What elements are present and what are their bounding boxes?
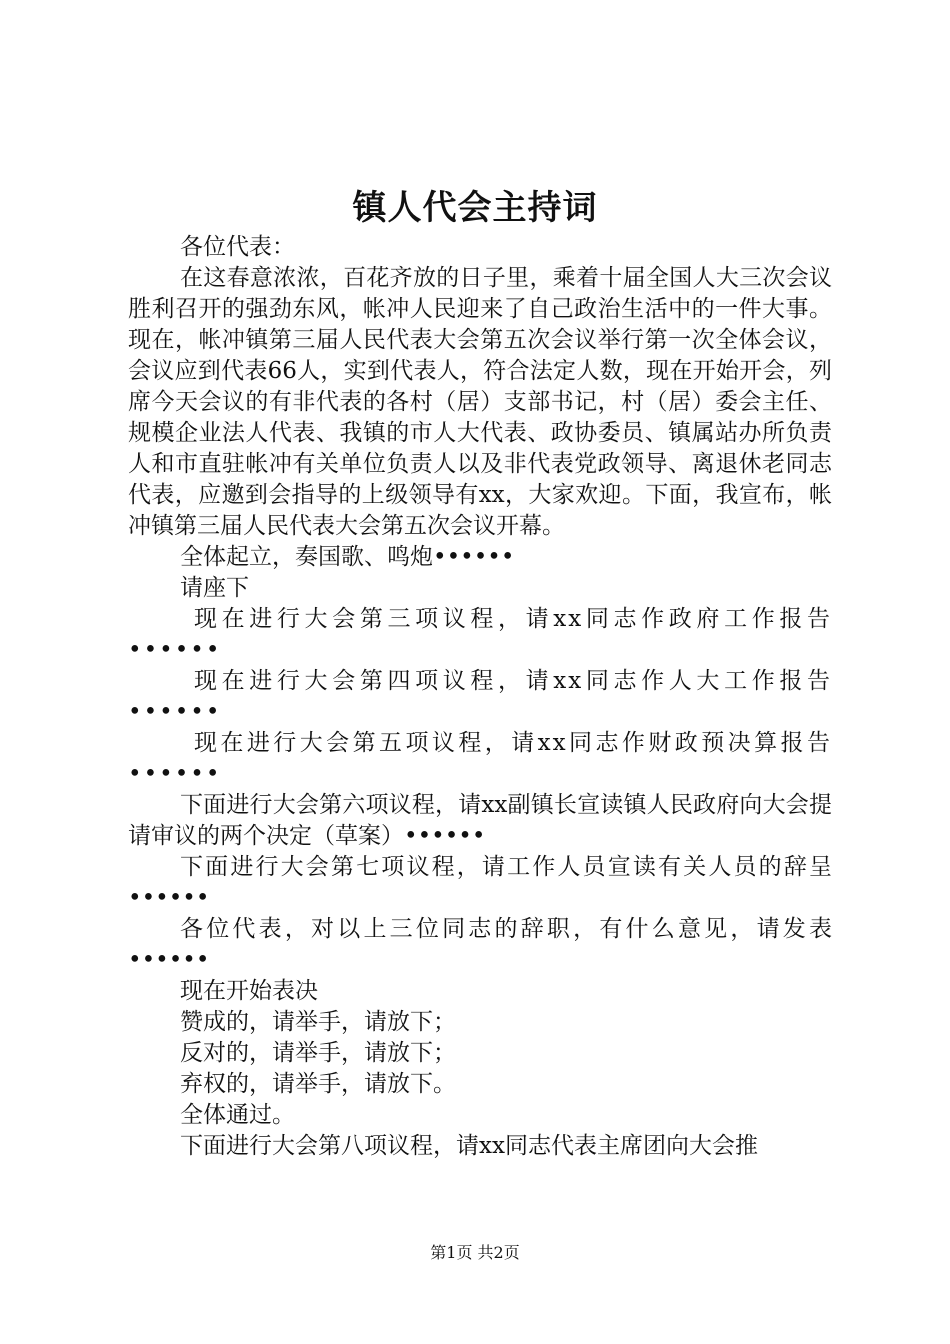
paragraph-agenda-6: 下面进行大会第六项议程，请xx副镇长宣读镇人民政府向大会提请审议的两个决定（草案）••••••	[128, 792, 832, 849]
paragraph-national-anthem: 全体起立，奏国歌、鸣炮••••••	[180, 544, 515, 570]
paragraph-agenda-4: 现在进行大会第四项议程，请xx同志作人大工作报告••••••	[128, 668, 832, 725]
paragraph-be-seated: 请座下	[180, 575, 249, 601]
page-footer: 第1页 共2页	[430, 1243, 520, 1262]
paragraph-agenda-7: 下面进行大会第七项议程，请工作人员宣读有关人员的辞呈••••••	[128, 854, 832, 911]
paragraph-passed: 全体通过。	[180, 1102, 295, 1128]
paragraph-vote-abstain: 弃权的，请举手，请放下。	[180, 1071, 456, 1097]
document-title: 镇人代会主持词	[352, 188, 598, 228]
paragraph-agenda-5: 现在进行大会第五项议程，请xx同志作财政预决算报告••••••	[128, 730, 832, 787]
paragraph-vote-no: 反对的，请举手，请放下；	[180, 1040, 456, 1066]
paragraph-vote-start: 现在开始表决	[180, 978, 318, 1004]
paragraph-agenda-8: 下面进行大会第八项议程，请xx同志代表主席团向大会推	[180, 1133, 758, 1159]
paragraph-agenda-3: 现在进行大会第三项议程，请xx同志作政府工作报告••••••	[128, 606, 832, 663]
paragraph-salutation: 各位代表：	[180, 234, 295, 260]
document-body	[128, 232, 832, 1162]
paragraph-opening: 在这春意浓浓，百花齐放的日子里，乘着十届全国人大三次会议胜利召开的强劲东风，帐冲人民迎来了自己政治生活中的一件大事。现在，帐冲镇第三届人民代表大会第五次会议举行第一次全体会议，会议应到代表66人，实到代表人，符合法定人数，现在开始开会，列席今天会议的有非代表的各村（居）支部书记，村（居）委会主任、规模企业法人代表、我镇的市人大代表、政协委员、镇属站办所负责人和市直驻帐冲有关单位负责人以及非代表党政领导、离退休老同志代表，应邀到会指导的上级领导有xx，大家欢迎。下面，我宣布，帐冲镇第三届人民代表大会第五次会议开幕。	[128, 265, 832, 539]
paragraph-opinions: 各位代表，对以上三位同志的辞职，有什么意见，请发表••••••	[128, 916, 832, 973]
paragraph-vote-yes: 赞成的，请举手，请放下；	[180, 1009, 456, 1035]
